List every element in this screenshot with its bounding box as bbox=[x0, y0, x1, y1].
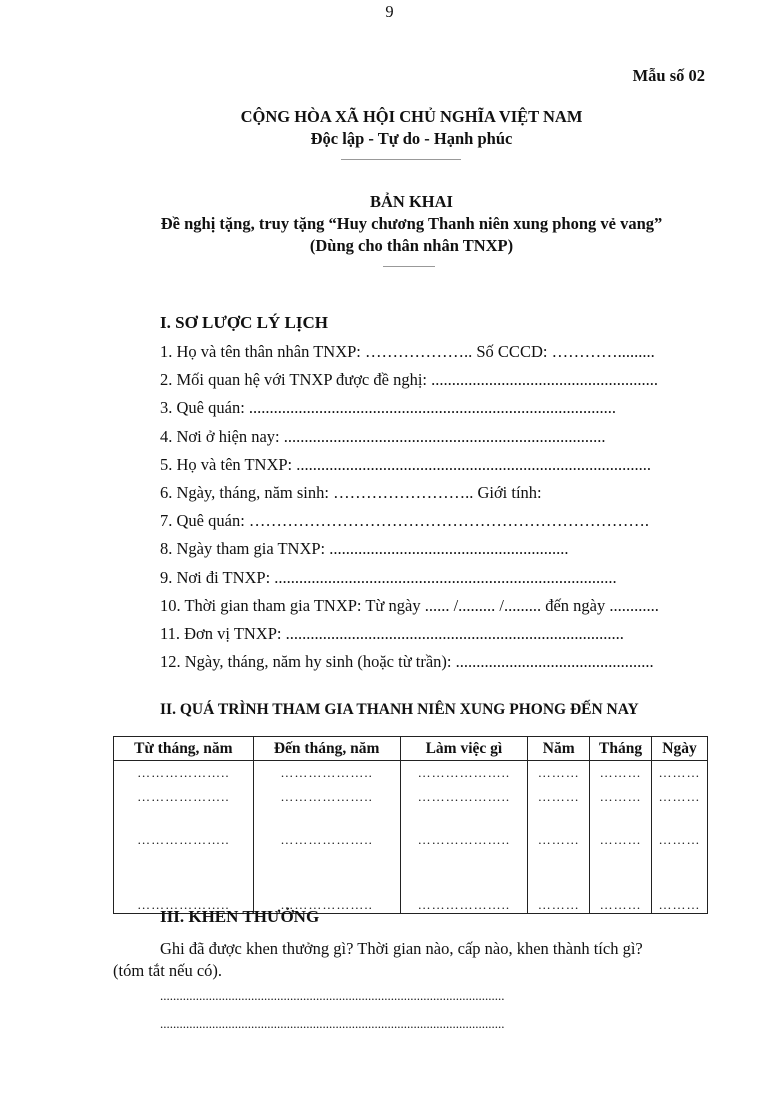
profile-field-12[interactable]: 12. Ngày, tháng, năm hy sinh (hoặc từ trần): ................................................ bbox=[160, 652, 654, 672]
table-cell[interactable]: ……………….. bbox=[400, 761, 528, 786]
table-cell[interactable]: ……………….. bbox=[253, 871, 400, 914]
table-cell[interactable]: ……… bbox=[590, 828, 652, 871]
table-cell[interactable]: ……… bbox=[528, 828, 590, 871]
profile-field-10[interactable]: 10. Thời gian tham gia TNXP: Từ ngày ...... /......... /......... đến ngày ............ bbox=[160, 595, 659, 615]
nation-heading: CỘNG HÒA XÃ HỘI CHỦ NGHĨA VIỆT NAM bbox=[240, 107, 583, 126]
profile-field-6[interactable]: 6. Ngày, tháng, năm sinh: …………………….. Giới tính: bbox=[160, 483, 542, 502]
divider bbox=[383, 266, 435, 267]
awards-prompt: Ghi đã được khen thưởng gì? Thời gian nào, cấp nào, khen thành tích gì? bbox=[160, 939, 643, 958]
column-header: Từ tháng, năm bbox=[114, 737, 254, 761]
profile-field-2[interactable]: 2. Mối quan hệ với TNXP được đề nghị: ....................................................... bbox=[160, 370, 658, 390]
table-cell[interactable]: ……… bbox=[590, 761, 652, 786]
table-row bbox=[114, 828, 708, 871]
profile-field-9[interactable]: 9. Nơi đi TNXP: ................................................................................... bbox=[160, 567, 617, 587]
participation-table bbox=[113, 736, 708, 914]
awards-answer-line[interactable]: .......................................................................................................... bbox=[160, 988, 505, 1003]
column-header: Ngày bbox=[652, 737, 708, 761]
form-subtitle: Đề nghị tặng, truy tặng “Huy chương Thanh niên xung phong vẻ vang” bbox=[160, 214, 663, 233]
table-cell[interactable]: ……………….. bbox=[114, 828, 254, 871]
column-header: Đến tháng, năm bbox=[253, 737, 400, 761]
table-cell[interactable]: ……… bbox=[652, 761, 708, 786]
table-cell[interactable]: ……………….. bbox=[253, 785, 400, 828]
column-header: Năm bbox=[528, 737, 590, 761]
table-cell[interactable]: ……………….. bbox=[114, 761, 254, 786]
table-cell[interactable]: ……………….. bbox=[400, 871, 528, 914]
table-cell[interactable]: ……… bbox=[652, 785, 708, 828]
table-cell[interactable]: ……… bbox=[590, 871, 652, 914]
awards-prompt-cont: (tóm tắt nếu có). bbox=[113, 961, 223, 980]
table-cell[interactable]: ……… bbox=[652, 828, 708, 871]
table-cell[interactable]: ……………….. bbox=[253, 761, 400, 786]
section-2-heading: II. QUÁ TRÌNH THAM GIA THANH NIÊN XUNG PHONG ĐẾN NAY bbox=[160, 701, 639, 718]
table-cell[interactable]: ……… bbox=[528, 761, 590, 786]
profile-field-5[interactable]: 5. Họ và tên TNXP: ...................................................................................... bbox=[160, 454, 652, 474]
profile-field-7[interactable]: 7. Quê quán: ………………………………………………………………. bbox=[160, 511, 650, 531]
profile-field-4[interactable]: 4. Nơi ở hiện nay: .............................................................................. bbox=[160, 426, 606, 446]
section-1-heading: I. SƠ LƯỢC LÝ LỊCH bbox=[160, 313, 328, 332]
form-code: Mẫu số 02 bbox=[632, 66, 705, 85]
awards-answer-line[interactable]: .......................................................................................................... bbox=[160, 1016, 505, 1031]
table-row bbox=[114, 761, 708, 786]
table-cell[interactable]: ……… bbox=[528, 871, 590, 914]
form-note: (Dùng cho thân nhân TNXP) bbox=[309, 236, 514, 255]
table-cell[interactable]: ……… bbox=[528, 785, 590, 828]
table-cell[interactable]: ……………….. bbox=[400, 828, 528, 871]
table-row bbox=[114, 785, 708, 828]
profile-field-1[interactable]: 1. Họ và tên thân nhân TNXP: ……………….. Số CCCD: …………......... bbox=[160, 342, 655, 361]
divider bbox=[341, 159, 461, 160]
column-header: Tháng bbox=[590, 737, 652, 761]
form-title: BẢN KHAI bbox=[370, 192, 453, 211]
column-header: Làm việc gì bbox=[400, 737, 528, 761]
table-cell[interactable]: ……… bbox=[652, 871, 708, 914]
table-cell[interactable]: ……………….. bbox=[253, 828, 400, 871]
table-cell[interactable]: ……………….. bbox=[400, 785, 528, 828]
page-number: 9 bbox=[385, 2, 394, 21]
table-cell[interactable]: ……………….. bbox=[114, 785, 254, 828]
table-cell[interactable]: ……………….. bbox=[114, 871, 254, 914]
profile-field-8[interactable]: 8. Ngày tham gia TNXP: .......................................................... bbox=[160, 539, 569, 559]
profile-field-3[interactable]: 3. Quê quán: ......................................................................................... bbox=[160, 398, 617, 418]
motto: Độc lập - Tự do - Hạnh phúc bbox=[310, 129, 513, 148]
table-cell[interactable]: ……… bbox=[590, 785, 652, 828]
profile-field-11[interactable]: 11. Đơn vị TNXP: .................................................................................. bbox=[160, 624, 624, 643]
section-3-heading: III. KHEN THƯỞNG bbox=[160, 907, 320, 926]
